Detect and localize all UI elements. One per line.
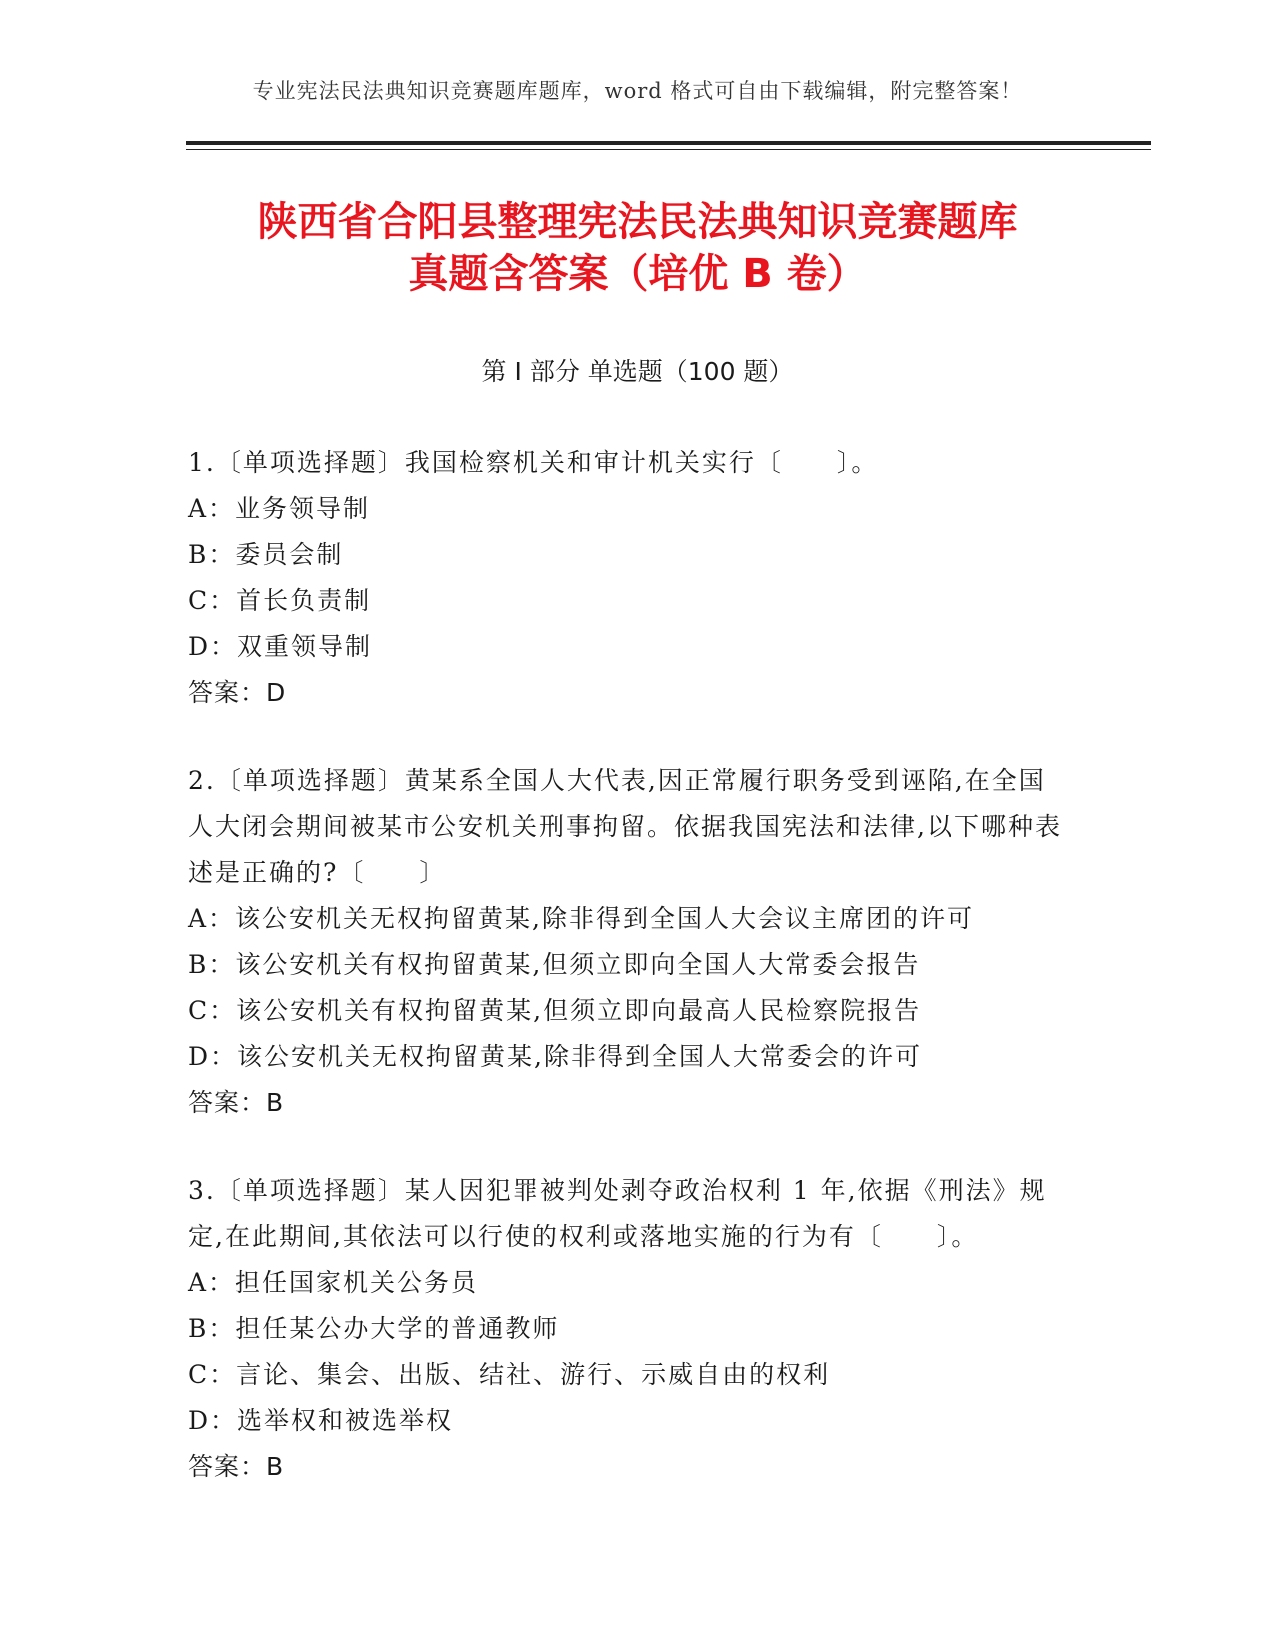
- option-c: C：该公安机关有权拘留黄某,但须立即向最高人民检察院报告: [188, 996, 922, 1025]
- answer: 答案：B: [188, 1452, 285, 1481]
- question-list: [188, 440, 1068, 1532]
- header-rule-thin: [186, 149, 1151, 150]
- option-c: C：言论、集会、出版、结社、游行、示威自由的权利: [188, 1360, 831, 1389]
- question-stem: 1.〔单项选择题〕我国检察机关和审计机关实行〔 〕。: [188, 448, 879, 477]
- title-line-2: 真题含答案（培优 B 卷）: [408, 251, 867, 297]
- question-3: [188, 1168, 1068, 1490]
- option-b: B：委员会制: [188, 540, 344, 569]
- option-b: B：该公安机关有权拘留黄某,但须立即向全国人大常委会报告: [188, 950, 921, 979]
- option-d: D：双重领导制: [188, 632, 373, 661]
- document-title: [0, 196, 1275, 300]
- section-title: 第 I 部分 单选题（100 题）: [481, 357, 794, 386]
- header-rule-thick: [186, 141, 1151, 145]
- option-b: B：担任某公办大学的普通教师: [188, 1314, 560, 1343]
- option-a: A：该公安机关无权拘留黄某,除非得到全国人大会议主席团的许可: [188, 904, 975, 933]
- question-1: [188, 440, 1068, 716]
- option-d: D：选举权和被选举权: [188, 1406, 454, 1435]
- option-d: D：该公安机关无权拘留黄某,除非得到全国人大常委会的许可: [188, 1042, 922, 1071]
- title-line-1: 陕西省合阳县整理宪法民法典知识竞赛题库: [257, 199, 1018, 245]
- option-a: A：担任国家机关公务员: [188, 1268, 479, 1297]
- question-stem: 3.〔单项选择题〕某人因犯罪被判处剥夺政治权利 1 年,依据《刑法》规定,在此期间,其依法可以行使的权利或落地实施的行为有〔 〕。: [188, 1176, 1047, 1251]
- question-2: [188, 758, 1068, 1126]
- option-c: C：首长负责制: [188, 586, 372, 615]
- answer: 答案：B: [188, 1088, 285, 1117]
- option-a: A：业务领导制: [188, 494, 371, 523]
- answer: 答案：D: [188, 678, 287, 707]
- page-header: 专业宪法民法典知识竞赛题库题库，word 格式可自由下载编辑，附完整答案！: [252, 79, 1023, 103]
- question-stem: 2.〔单项选择题〕黄某系全国人大代表,因正常履行职务受到诬陷,在全国人大闭会期间被某市公安机关刑事拘留。依据我国宪法和法律,以下哪种表述是正确的?〔 〕: [188, 766, 1062, 887]
